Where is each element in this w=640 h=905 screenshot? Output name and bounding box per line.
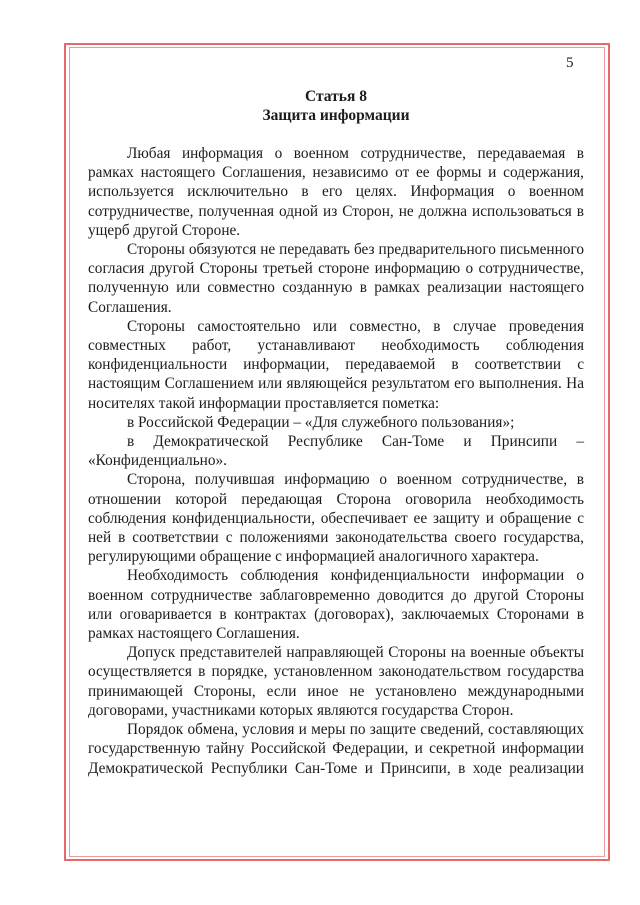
paragraph: в Российской Федерации – «Для служебного пользования»; [127,413,515,431]
page-number: 5 [566,55,574,71]
paragraph: Порядок обмена, условия и меры по защите сведений, составляющих государственную тайну Российской Федерации, и секретной информации Демократической Республики Сан-Томе и Принсипи, в ходе реализации [88,721,584,777]
article-number: Статья 8 [305,88,367,105]
paragraph: в Демократической Республике Сан-Томе и Принсипи – «Конфиденциально». [88,433,584,470]
paragraph: Любая информация о военном сотрудничестве, передаваемая в рамках настоящего Соглашения, независимо от ее формы и содержания, используется исключительно в его целях. Информация о военном сотрудничестве, полученная одной из Сторон, не должна использоваться в ущерб другой Стороне. [88,145,584,239]
article-title: Защита информации [262,107,410,124]
paragraph: Сторона, получившая информацию о военном сотрудничестве, в отношении которой передающая Сторона оговорила необходимость соблюдения конфиденциальности, обеспечивает ее защиту и обращение с ней в соответствии с положениями законодательства своего государства, регулирующими обращение с информацией аналогичного характера. [88,471,584,566]
paragraph: Допуск представителей направляющей Стороны на военные объекты осуществляется в порядке, установленном законодательством государства принимающей Стороны, если иное не установлено международными договорами, участниками которых являются государства Сторон. [88,644,584,719]
document-body [88,144,584,778]
paragraph: Стороны самостоятельно или совместно, в случае проведения совместных работ, устанавливают необходимость соблюдения конфиденциальности информации, передаваемой в соответствии с настоящим Соглашением или являющейся результатом его выполнения. На носителях такой информации проставляется пометка: [88,317,584,412]
paragraph: Необходимость соблюдения конфиденциальности информации о военном сотрудничестве заблаговременно доводится до другой Стороны или оговаривается в контрактах (договорах), заключаемых Сторонами в рамках настоящего Соглашения. [88,567,584,643]
paragraph: Стороны обязуются не передавать без предварительного письменного согласия другой Стороны третьей стороне информацию о сотрудничестве, полученную или совместно созданную в рамках реализации настоящего Соглашения. [88,241,584,316]
